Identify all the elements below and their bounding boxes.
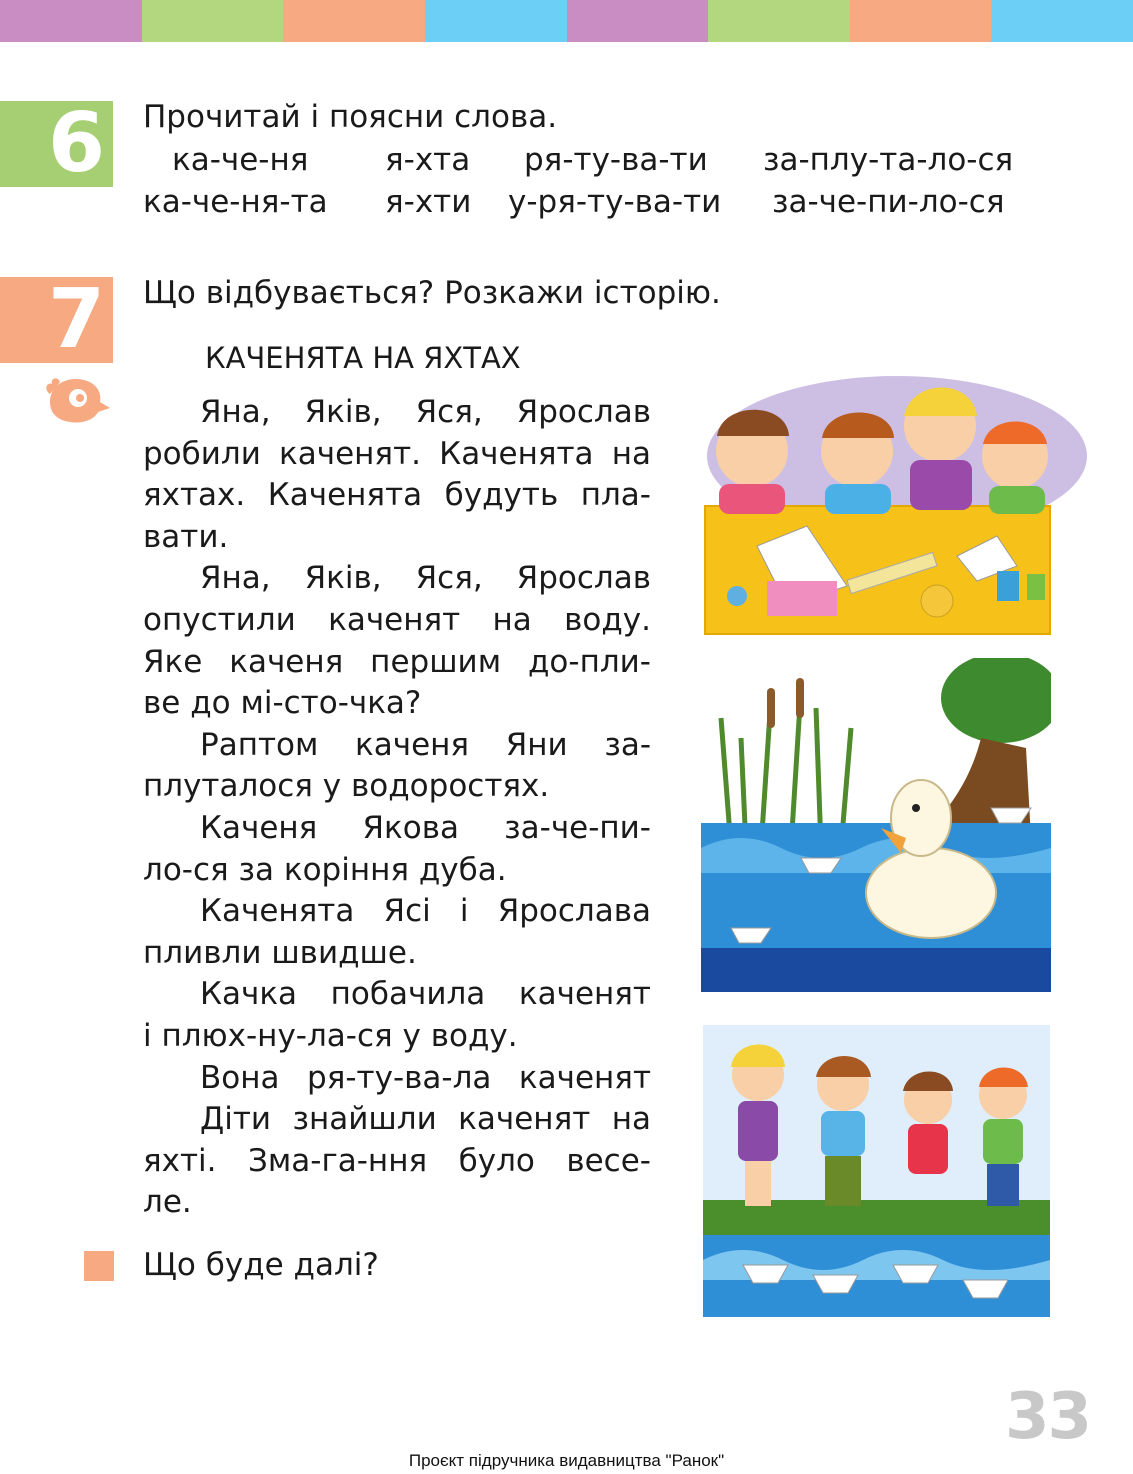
- duck-on-pond-illustration: [701, 658, 1051, 992]
- story-line: ве до мі-сто-чка?: [143, 685, 422, 722]
- task-7-instruction: Що відбувається? Розкажи історію.: [143, 275, 721, 311]
- story-line: Яке каченя першим до-пли-: [143, 643, 651, 680]
- story-line: Раптом каченя Яни за-: [200, 726, 651, 763]
- story-line: ле.: [143, 1184, 192, 1221]
- stripe-6: [708, 0, 850, 42]
- task-7-number-badge: 7: [0, 277, 113, 363]
- word: у-ря-ту-ва-ти: [508, 184, 722, 220]
- task-6-number-badge: 6: [0, 101, 113, 187]
- children-crafting-ducks-illustration: [697, 366, 1087, 636]
- question-bullet-square: [84, 1251, 114, 1281]
- story-line: вати.: [143, 518, 229, 555]
- story-line: Яна, Яків, Яся, Ярослав: [200, 560, 651, 597]
- word: ка-че-ня-та: [143, 184, 328, 220]
- stripe-2: [142, 0, 284, 42]
- word: за-плу-та-ло-ся: [763, 142, 1014, 178]
- story-line: ло-ся за коріння дуба.: [143, 851, 507, 888]
- story-line: яхті. Зма-га-ння було весе-: [143, 1142, 651, 1179]
- stripe-1: [0, 0, 142, 42]
- word: за-че-пи-ло-ся: [772, 184, 1005, 220]
- story-line: Вона ря-ту-ва-ла каченят: [200, 1059, 651, 1096]
- stripe-7: [850, 0, 992, 42]
- word: ка-че-ня: [172, 142, 309, 178]
- top-color-stripes: [0, 0, 1133, 42]
- stripe-3: [283, 0, 425, 42]
- footer-note: Проєкт підручника видавництва "Ранок": [408, 1451, 725, 1470]
- word: ря-ту-ва-ти: [524, 142, 708, 178]
- stripe-4: [425, 0, 567, 42]
- story-line: Каченя Якова за-че-пи-: [200, 809, 651, 846]
- word: я-хти: [385, 184, 472, 220]
- story-line: Каченята Ясі і Ярослава: [200, 893, 651, 930]
- question-text: Що буде далі?: [143, 1247, 379, 1283]
- story-line: Яна, Яків, Яся, Ярослав: [200, 394, 651, 430]
- story-title: КАЧЕНЯТА НА ЯХТАХ: [205, 341, 521, 375]
- word: я-хта: [385, 142, 471, 178]
- page-number: 33: [1005, 1380, 1091, 1454]
- story-line: яхтах. Каченята будуть пла-: [143, 477, 651, 514]
- task-6-instruction: Прочитай і поясни слова.: [143, 99, 558, 135]
- story-line: Діти знайшли каченят на: [200, 1101, 651, 1138]
- children-by-river-illustration: [703, 1025, 1050, 1317]
- story-line: робили каченят. Каченята на: [143, 435, 651, 472]
- stripe-5: [567, 0, 709, 42]
- bird-head-icon: [44, 372, 112, 424]
- story-text: [143, 392, 651, 1224]
- stripe-8: [991, 0, 1133, 42]
- story-line: пливли швидше.: [143, 934, 417, 971]
- story-line: Качка побачила каченят: [200, 976, 651, 1013]
- story-line: опустили каченят на воду.: [143, 601, 651, 638]
- story-line: плуталося у водоростях.: [143, 768, 550, 805]
- story-line: і плюх-ну-ла-ся у воду.: [143, 1017, 518, 1054]
